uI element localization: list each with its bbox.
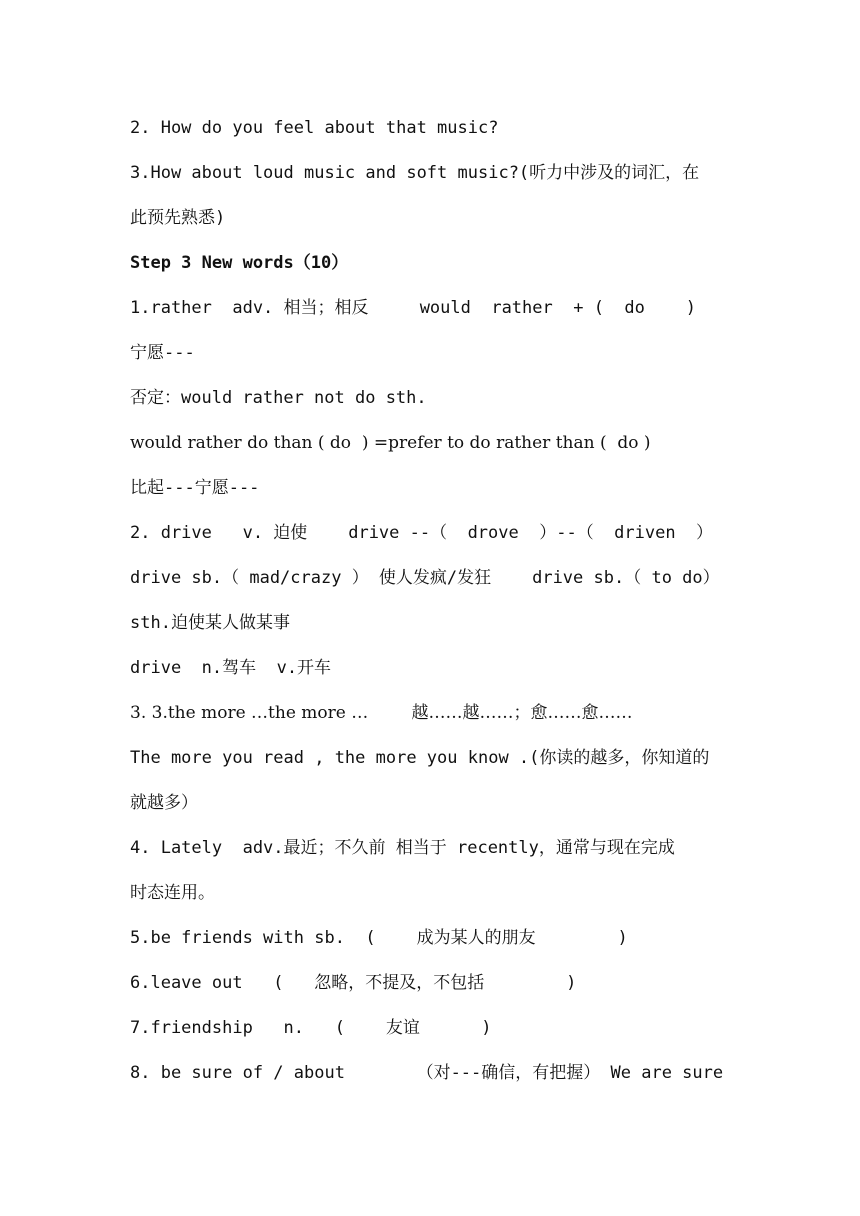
question-2: 2. How do you feel about that music? bbox=[130, 118, 499, 138]
word-3-the-more: 3. 3.the more …the more … 越……越……；愈……愈…… bbox=[130, 703, 633, 723]
word-2-noun-verb: drive n.驾车 v.开车 bbox=[130, 658, 332, 678]
word-1-negative: 否定：would rather not do sth. bbox=[130, 388, 427, 408]
word-5-be-friends-with: 5.be friends with sb. ( 成为某人的朋友 ) bbox=[130, 928, 628, 948]
word-3-example-continued: 就越多） bbox=[130, 793, 198, 813]
word-7-friendship: 7.friendship n. ( 友谊 ) bbox=[130, 1018, 492, 1038]
word-4-lately-continued: 时态连用。 bbox=[130, 883, 215, 903]
question-3-continued: 此预先熟悉) bbox=[130, 208, 226, 228]
word-1-comparison-meaning: 比起---宁愿--- bbox=[130, 478, 260, 498]
word-1-rather: 1.rather adv. 相当；相反 would rather + ( do ) bbox=[130, 298, 697, 318]
word-3-example: The more you read , the more you know .(你读的越多，你知道的 bbox=[130, 748, 710, 768]
word-2-usage: drive sb.（ mad/crazy ） 使人发疯/发狂 drive sb.（ to do） bbox=[130, 568, 720, 588]
word-1-meaning: 宁愿--- bbox=[130, 343, 195, 363]
section-heading-new-words: Step 3 New words（10） bbox=[130, 253, 349, 273]
word-8-be-sure-of: 8. be sure of / about （对---确信，有把握） We are sure bbox=[130, 1063, 724, 1083]
word-4-lately: 4. Lately adv.最近；不久前 相当于 recently，通常与现在完成 bbox=[130, 838, 675, 858]
word-6-leave-out: 6.leave out ( 忽略，不提及，不包括 ) bbox=[130, 973, 577, 993]
word-2-usage-continued: sth.迫使某人做某事 bbox=[130, 613, 290, 633]
word-2-drive: 2. drive v. 迫使 drive --（ drove ）--（ driven ） bbox=[130, 523, 714, 543]
word-1-comparison: would rather do than ( do ) =prefer to do rather than ( do ) bbox=[130, 433, 651, 453]
question-3: 3.How about loud music and soft music?(听力中涉及的词汇，在 bbox=[130, 163, 700, 183]
